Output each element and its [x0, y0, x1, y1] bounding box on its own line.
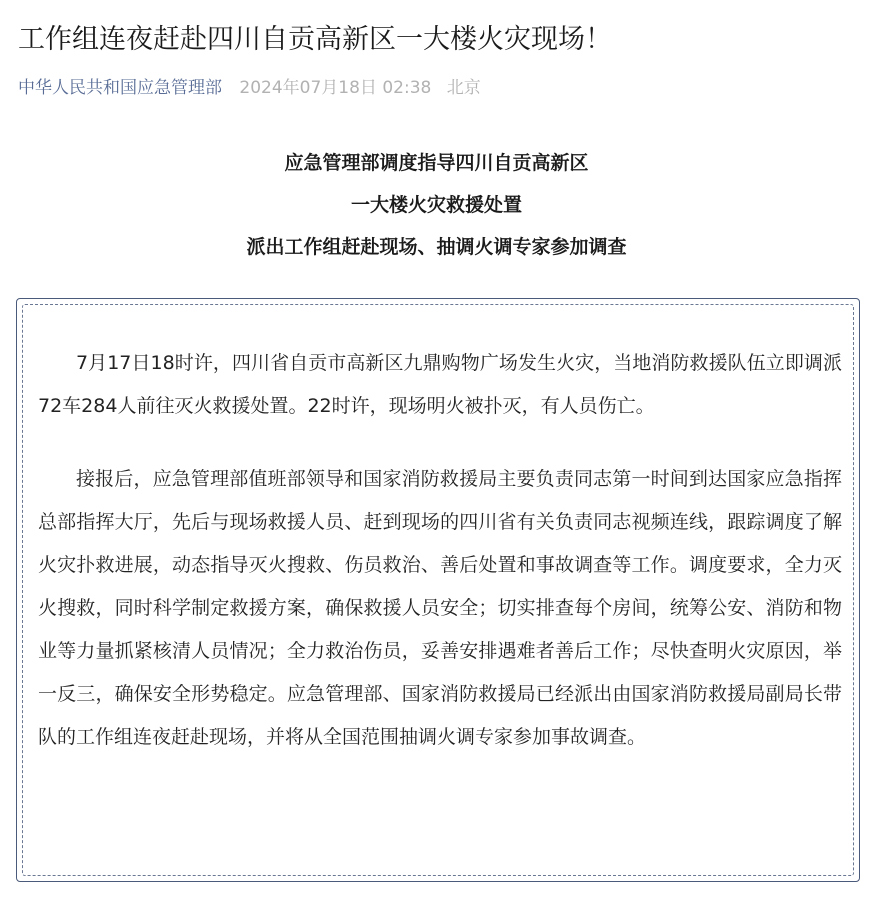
subheading-line-2: 一大楼火灾救援处置: [350, 194, 522, 216]
article-meta: [18, 74, 481, 102]
article-title: 工作组连夜赶赴四川自贡高新区一大楼火灾现场！: [18, 24, 612, 55]
article-body: [38, 342, 842, 789]
subheading-line-3: 派出工作组赶赴现场、抽调火调专家参加调查: [246, 236, 627, 258]
body-paragraph-2: 接报后，应急管理部值班部领导和国家消防救援局主要负责同志第一时间到达国家应急指挥总部指挥大厅，先后与现场救援人员、赶到现场的四川省有关负责同志视频连线，跟踪调度了解火灾扑救进展，动态指导灭火搜救、伤员救治、善后处置和事故调查等工作。调度要求，全力灭火搜救，同时科学制定救援方案，确保救援人员安全；切实排查每个房间，统筹公安、消防和物业等力量抓紧核清人员情况；全力救治伤员，妥善安排遇难者善后工作；尽快查明火灾原因，举一反三，确保安全形势稳定。应急管理部、国家消防救援局已经派出由国家消防救援局副局长带队的工作组连夜赶赴现场，并将从全国范围抽调火调专家参加事故调查。: [38, 468, 842, 748]
source-link[interactable]: 中华人民共和国应急管理部: [18, 78, 222, 98]
subheading-line-1: 应急管理部调度指导四川自贡高新区: [284, 152, 589, 174]
publish-location: 北京: [446, 78, 481, 98]
body-paragraph-1: 7月17日18时许，四川省自贡市高新区九鼎购物广场发生火灾，当地消防救援队伍立即调派72车284人前往灭火救援处置。22时许，现场明火被扑灭，有人员伤亡。: [38, 352, 842, 417]
subheading-block: [0, 142, 873, 268]
publish-date: 2024年07月18日 02:38: [239, 78, 432, 98]
